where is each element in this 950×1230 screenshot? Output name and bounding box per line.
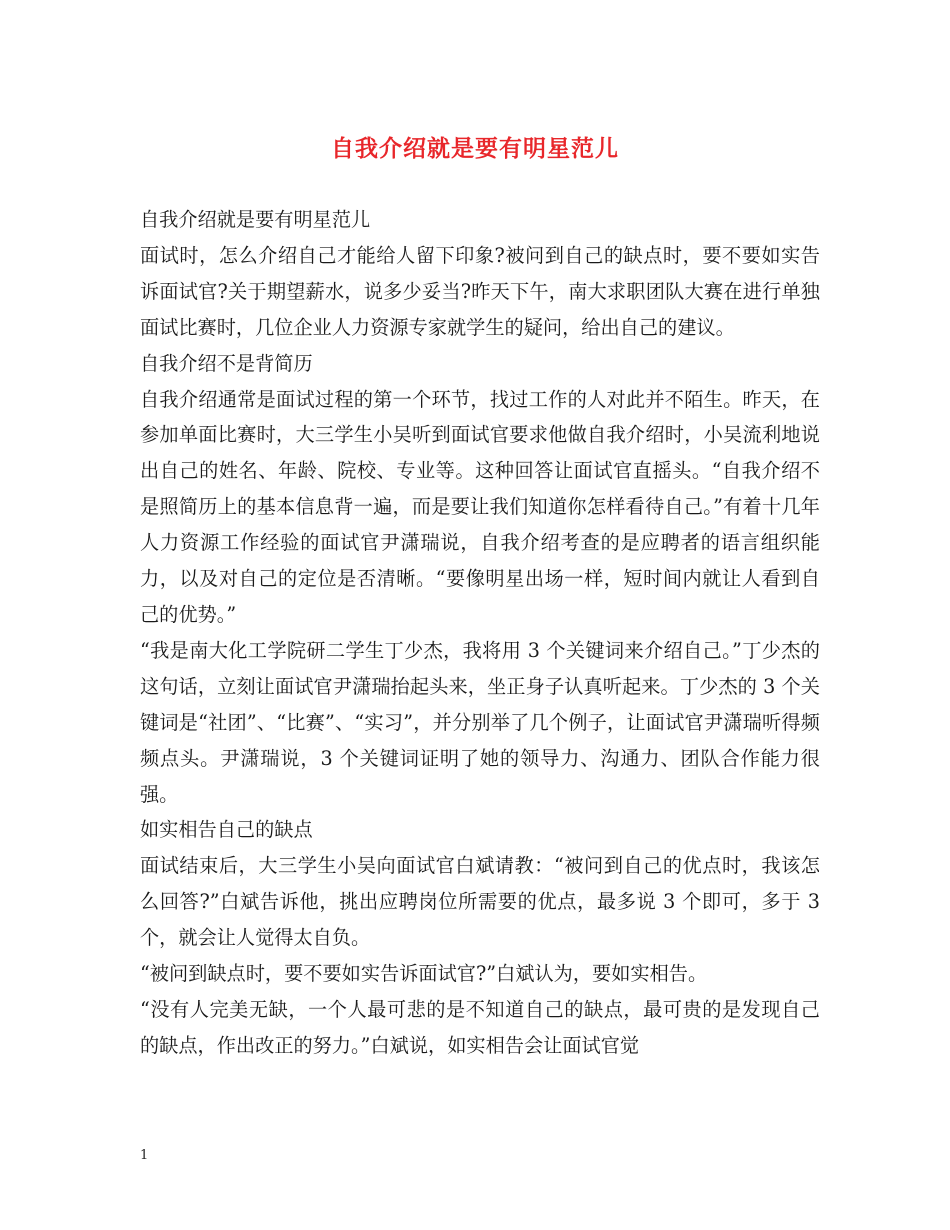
section-heading: 如实相告自己的缺点 (140, 818, 313, 842)
document-title: 自我介绍就是要有明星范儿 (331, 135, 619, 162)
paragraph: “没有人完美无缺，一个人最可悲的是不知道自己的缺点，最可贵的是发现自己的缺点，作出改正的努力。”白斌说，如实相告会让面试官觉 (140, 997, 820, 1057)
paragraph: “被问到缺点时，要不要如实告诉面试官?”白斌认为，要如实相告。 (140, 962, 708, 986)
document-body (140, 202, 820, 1064)
page-number: 1 (140, 1148, 149, 1163)
paragraph: 自我介绍通常是面试过程的第一个环节，找过工作的人对此并不陌生。昨天，在参加单面比赛时，大三学生小吴听到面试官要求他做自我介绍时，小吴流利地说出自己的姓名、年龄、院校、专业等。这种回答让面试官直摇头。“自我介绍不是照简历上的基本信息背一遍，而是要让我们知道你怎样看待自己。”有着十几年人力资源工作经验的面试官尹潇瑞说，自我介绍考查的是应聘者的语言组织能力，以及对自己的定位是否清晰。“要像明星出场一样，短时间内就让人看到自己的优势。” (140, 387, 820, 626)
paragraph: 面试时，怎么介绍自己才能给人留下印象?被问到自己的缺点时，要不要如实告诉面试官?关于期望薪水，说多少妥当?昨天下午，南大求职团队大赛在进行单独面试比赛时，几位企业人力资源专家就学生的疑问，给出自己的建议。 (140, 243, 820, 339)
paragraph: 面试结束后，大三学生小吴向面试官白斌请教：“被问到自己的优点时，我该怎么回答?”白斌告诉他，挑出应聘岗位所需要的优点，最多说 3 个即可，多于 3 个，就会让人觉得太自负。 (140, 854, 820, 950)
paragraph-heading: 自我介绍就是要有明星范儿 (140, 208, 371, 231)
section-heading: 自我介绍不是背简历 (140, 351, 313, 375)
paragraph: “我是南大化工学院研二学生丁少杰，我将用 3 个关键词来介绍自己。”丁少杰的这句话，立刻让面试官尹潇瑞抬起头来，坐正身子认真听起来。丁少杰的 3 个关键词是“社团”、“比赛”、“实习”，并分别举了几个例子，让面试官尹潇瑞听得频频点头。尹潇瑞说，3 个关键词证明了她的领导力、沟通力、团队合作能力很强。 (140, 638, 820, 806)
